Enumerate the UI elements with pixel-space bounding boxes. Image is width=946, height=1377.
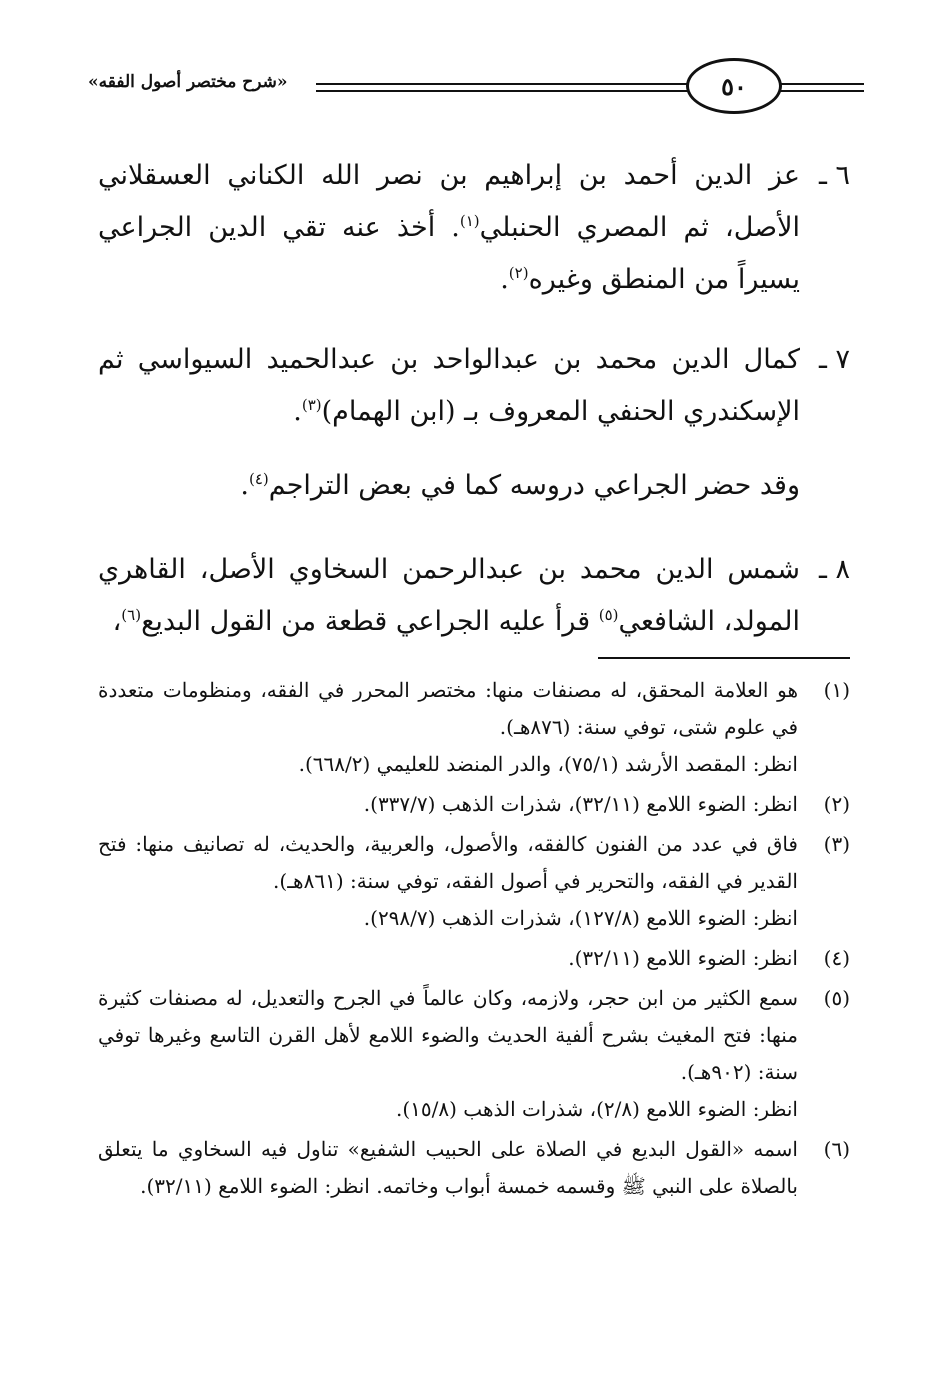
page-number: ٥٠ <box>686 58 782 114</box>
paragraph-text: . <box>240 470 249 501</box>
footnote-5 <box>98 980 850 1128</box>
footnote-ref[interactable]: (١) <box>459 212 480 230</box>
entry-text: شمس الدين محمد بن عبدالرحمن السخاوي الأصل، القاهري المولد، الشافعي <box>98 554 800 637</box>
entry-7 <box>98 334 850 438</box>
footnote-ref[interactable]: (٤) <box>248 470 269 488</box>
footnote-text: اسمه «القول البديع في الصلاة على الحبيب الشفيع» تناول فيه السخاوي ما يتعلق بالصلاة على النبي ﷺ وقسمه خمسة أبواب وخاتمه. انظر: الضوء اللامع (٣٢/١١). <box>98 1137 798 1198</box>
entry-text: . <box>293 396 302 427</box>
running-title: «شرح مختصر أصول الفقه» <box>88 72 288 92</box>
footnote-6 <box>98 1131 850 1205</box>
entry-6 <box>98 150 850 306</box>
header-rule <box>776 90 864 92</box>
entry-number: ٦ ـ <box>818 160 850 191</box>
footnote-number: (٢) <box>823 792 850 816</box>
footnote-4 <box>98 940 850 977</box>
footnote-number: (١) <box>823 678 850 702</box>
entry-text: ، <box>112 606 122 637</box>
footnote-ref[interactable]: (٣) <box>301 396 322 414</box>
footnote-number: (٥) <box>823 986 850 1010</box>
page-header <box>88 58 864 118</box>
entry-text: كمال الدين محمد بن عبدالواحد بن عبدالحميد السيواسي ثم الإسكندري الحنفي المعروف بـ (ابن الهمام) <box>98 344 800 427</box>
footnote-text: هو العلامة المحقق، له مصنفات منها: مختصر المحرر في الفقه، ومنظومات متعددة في علوم شتى، توفي سنة: (٨٧٦هـ). <box>98 678 798 739</box>
footnote-text: انظر: الضوء اللامع (٣٢/١١). <box>568 946 798 970</box>
entry-text: قرأ عليه الجراعي قطعة من القول البديع <box>141 606 599 637</box>
footnote-reference: انظر: الضوء اللامع (١٢٧/٨)، شذرات الذهب (٢٩٨/٧). <box>363 906 798 930</box>
footnote-ref[interactable]: (٥) <box>598 606 619 624</box>
footnote-separator <box>598 657 850 659</box>
paragraph <box>98 460 850 512</box>
header-rule <box>316 83 696 85</box>
footnote-3 <box>98 826 850 937</box>
footnotes <box>98 672 850 1208</box>
footnote-reference: انظر: المقصد الأرشد (٧٥/١)، والدر المنضد للعليمي (٦٦٨/٢). <box>298 752 798 776</box>
footnote-number: (٤) <box>823 946 850 970</box>
footnote-reference: انظر: الضوء اللامع (٢/٨)، شذرات الذهب (١٥/٨). <box>396 1097 798 1121</box>
entry-text: . <box>500 264 509 295</box>
footnote-text: انظر: الضوء اللامع (٣٢/١١)، شذرات الذهب (٣٣٧/٧). <box>363 792 798 816</box>
entry-number: ٨ ـ <box>818 554 850 585</box>
main-text <box>98 150 850 676</box>
footnote-1 <box>98 672 850 783</box>
footnote-ref[interactable]: (٢) <box>508 264 529 282</box>
footnote-text: فاق في عدد من الفنون كالفقه، والأصول، والعربية، والحديث، له تصانيف منها: فتح القدير في الفقه، والتحرير في أصول الفقه، توفي سنة: (٨٦١هـ). <box>98 832 798 893</box>
header-rule <box>316 90 696 92</box>
footnote-2 <box>98 786 850 823</box>
footnote-number: (٣) <box>823 832 850 856</box>
entry-number: ٧ ـ <box>818 344 850 375</box>
paragraph-text: وقد حضر الجراعي دروسه كما في بعض التراجم <box>268 470 800 501</box>
footnote-number: (٦) <box>823 1137 850 1161</box>
entry-text: . أخذ عنه تقي الدين الجراعي يسيراً من المنطق وغيره <box>98 212 800 295</box>
entry-8 <box>98 544 850 648</box>
footnote-text: سمع الكثير من ابن حجر، ولازمه، وكان عالماً في الجرح والتعديل، له مصنفات كثيرة منها: فتح المغيث بشرح ألفية الحديث والضوء اللامع لأهل القرن التاسع وغيرها توفي سنة: (٩٠٢هـ). <box>98 986 798 1084</box>
header-rule <box>776 83 864 85</box>
footnote-ref[interactable]: (٦) <box>121 606 142 624</box>
entry-text: عز الدين أحمد بن إبراهيم بن نصر الله الكناني العسقلاني الأصل، ثم المصري الحنبلي <box>98 160 800 243</box>
